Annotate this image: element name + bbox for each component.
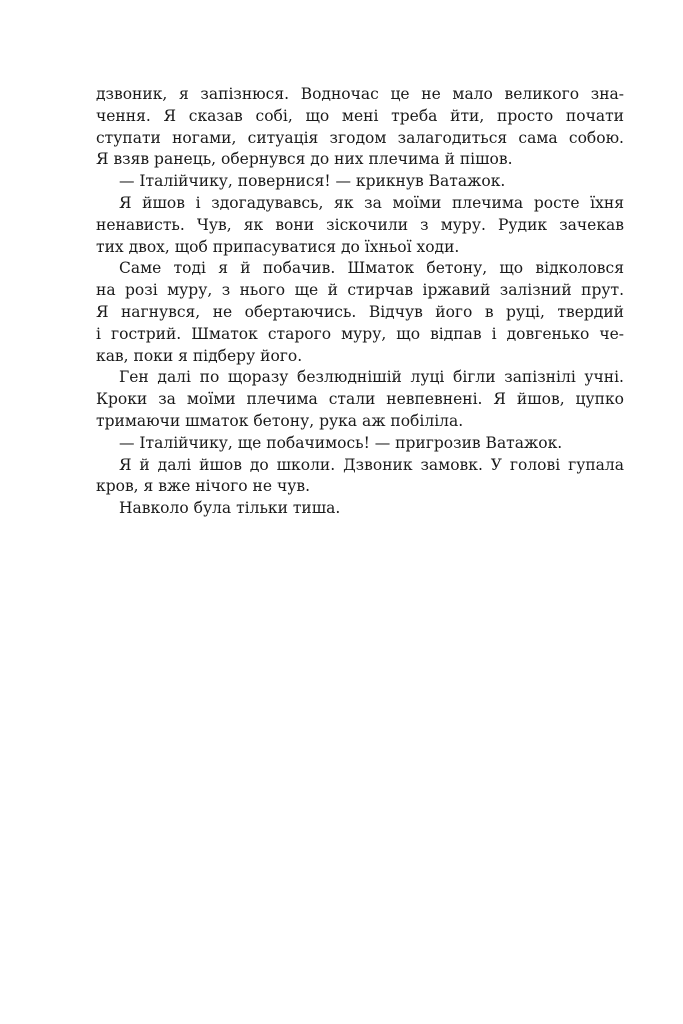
text-line: тих двох, щоб припасуватися до їхньої ходи. <box>96 237 460 256</box>
text-line: на розі муру, з нього ще й стирчав іржавий залізний прут. <box>96 281 624 300</box>
text-line: тримаючи шматок бетону, рука аж побіліла. <box>96 411 464 430</box>
page-text <box>96 84 624 520</box>
text-line: Навколо була тільки тиша. <box>119 499 341 518</box>
text-line: ненависть. Чув, як вони зіскочили з муру. Рудик зачекав <box>96 215 624 234</box>
text-line: Я йшов і здогадувавсь, як за моїми плечима росте їхня <box>119 193 624 212</box>
text-line: кров, я вже нічого не чув. <box>96 477 311 496</box>
text-line: Саме тоді я й побачив. Шматок бетону, що відколовся <box>119 259 624 278</box>
text-line: Я взяв ранець, обернувся до них плечима й пішов. <box>96 150 513 169</box>
text-line: Ген далі по щоразу безлюднішій луці бігли запізнілі учні. <box>119 368 624 387</box>
text-line: і гострий. Шматок старого муру, що відпав і довгенько че- <box>96 324 624 343</box>
text-line: — Італійчику, повернися! — крикнув Ватажок. <box>119 172 506 191</box>
text-line: Я нагнувся, не обертаючись. Відчув його в руці, твердий <box>96 302 624 321</box>
text-line: — Італійчику, ще побачимось! — пригрозив Ватажок. <box>119 433 563 452</box>
text-line: кав, поки я підберу його. <box>96 346 303 365</box>
text-line: ступати ногами, ситуація згодом залагодиться сама собою. <box>96 128 624 147</box>
text-line: дзвоник, я запізнюся. Водночас це не мало великого зна- <box>96 85 624 103</box>
text-line: чення. Я сказав собі, що мені треба йти, просто почати <box>96 106 624 125</box>
text-line: Я й далі йшов до школи. Дзвоник замовк. У голові гупала <box>119 455 624 474</box>
text-line: Кроки за моїми плечима стали невпевнені. Я йшов, цупко <box>96 390 624 409</box>
